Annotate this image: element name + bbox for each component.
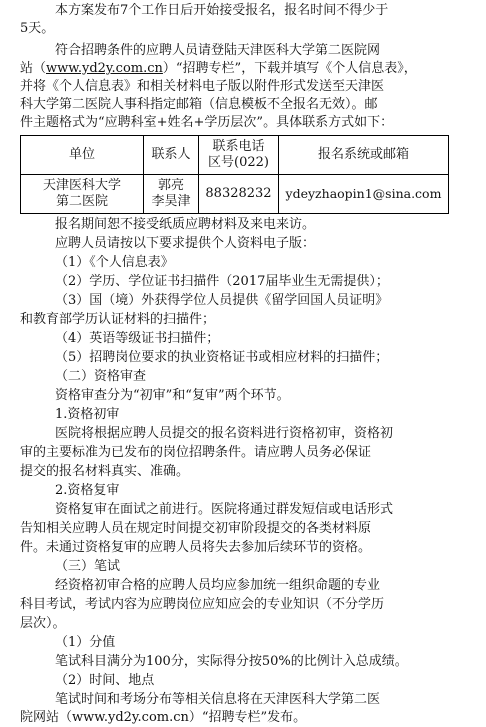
contact-line1: 郭亮 — [157, 178, 184, 193]
header-cell-contact: 联系人 — [144, 136, 199, 175]
text-line: 提交的报名材料真实、准确。 — [20, 464, 190, 479]
text-line: 笔试时间和考场分布等相关信息将在天津医科大学第二医 — [55, 692, 381, 707]
subsection-heading: （1）分值 — [55, 635, 116, 650]
table-header-row — [21, 136, 449, 175]
text-line: 科目考试，考试内容为应聘岗位应知应会的专业知识（不分学历 — [20, 597, 385, 612]
text-line: 件。未通过资格复审的应聘人员将失去参加后续环节的资格。 — [20, 540, 372, 555]
text-fragment: 站（ — [20, 61, 47, 76]
subsection-heading: （2）时间、地点 — [55, 673, 155, 688]
header-phone-line2: 区号(022) — [208, 155, 269, 170]
cell-email: ydeyzhaopin1@sina.com — [279, 175, 449, 214]
header-phone-line1: 联系电话 — [212, 139, 265, 154]
cell-phone: 88328232 — [199, 175, 279, 214]
website-link[interactable]: www.yd2y.com.cn — [46, 61, 163, 76]
section-heading: （三）笔试 — [55, 559, 121, 574]
text-line: 笔试科目满分为100分，实际得分按50%的比例计入总成绩。 — [55, 654, 408, 669]
text-line: 并将《个人信息表》和相关材料电子版以附件形式发送至天津医 — [20, 79, 385, 94]
text-line: 医院将根据应聘人员提交的报名资料进行资格初审，资格初 — [55, 426, 394, 441]
text-line: （3）国（境）外获得学位人员提供《留学回国人员证明》 — [55, 293, 389, 308]
text-line: 应聘人员请按以下要求提供个人资料电子版： — [55, 236, 316, 251]
cell-contact — [144, 175, 199, 214]
contact-line2: 李昊津 — [151, 194, 191, 209]
text-line: 符合招聘条件的应聘人员请登陆天津医科大学第二医院网 — [55, 43, 381, 58]
contact-table — [20, 135, 449, 214]
header-cell-unit: 单位 — [21, 136, 144, 175]
text-fragment: ）“招聘专栏”，下载并填写《个人信息表》， — [162, 61, 417, 76]
header-cell-email: 报名系统或邮箱 — [279, 136, 449, 175]
unit-line1: 天津医科大学 — [42, 178, 121, 193]
section-heading: （二）资格审查 — [55, 369, 147, 384]
text-line: 件主题格式为“应聘科室+姓名+学历层次”。具体联系方式如下： — [20, 115, 394, 130]
text-line: 经资格初审合格的应聘人员均应参加统一组织命题的专业 — [55, 578, 381, 593]
text-line: 层次）。 — [20, 616, 66, 631]
text-line: 告知相关应聘人员在规定时间提交初审阶段提交的各类材料原 — [20, 521, 372, 536]
text-line: 本方案发布7个工作日后开始接受报名，报名时间不得少于 — [55, 3, 389, 18]
text-line: （4）英语等级证书扫描件； — [55, 331, 220, 346]
subsection-heading: 1.资格初审 — [55, 407, 120, 422]
header-cell-phone — [199, 136, 279, 175]
cell-unit — [21, 175, 144, 214]
text-line: 院网站（www.yd2y.com.cn）“招聘专栏”发布。 — [20, 710, 307, 725]
table-row — [21, 175, 449, 214]
text-line: （1）《个人信息表》 — [55, 255, 174, 270]
text-line: （2）学历、学位证书扫描件（2017届毕业生无需提供）； — [55, 274, 389, 289]
text-line: （5）招聘岗位要求的执业资格证书或相应材料的扫描件； — [55, 350, 389, 365]
text-line — [20, 60, 486, 78]
text-line: 资格审查分为“初审”和“复审”两个环节。 — [55, 388, 290, 403]
text-line: 和教育部学历认证材料的扫描件； — [20, 312, 216, 327]
unit-line2: 第二医院 — [55, 194, 108, 209]
text-line: 审的主要标准为已发布的岗位招聘条件。请应聘人员务必保证 — [20, 445, 372, 460]
subsection-heading: 2.资格复审 — [55, 483, 120, 498]
text-line: 报名期间恕不接受纸质应聘材料及来电来访。 — [55, 217, 316, 232]
text-line: 科大学第二医院人事科指定邮箱（信息模板不全报名无效）。邮 — [20, 97, 378, 112]
text-line: 资格复审在面试之前进行。医院将通过群发短信或电话形式 — [55, 502, 394, 517]
text-line: 5天。 — [20, 21, 55, 36]
